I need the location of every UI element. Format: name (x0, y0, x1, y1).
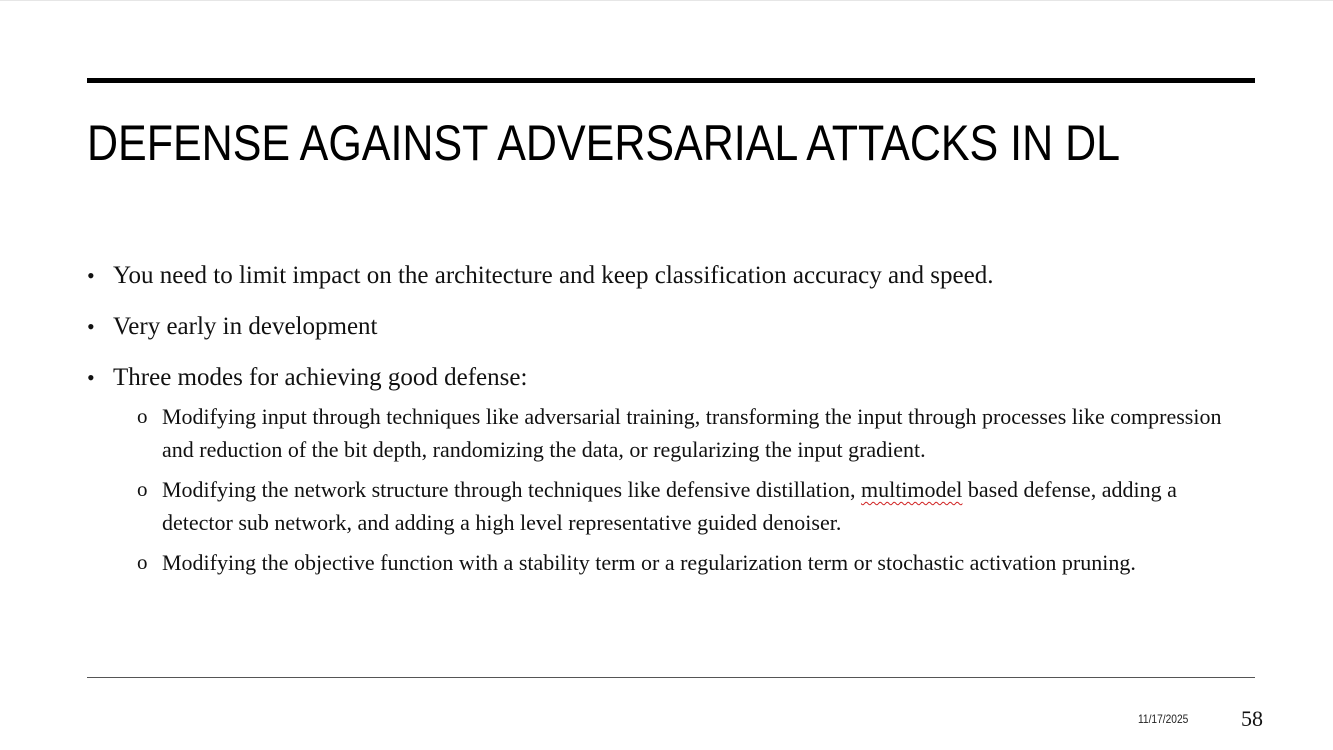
sub-bullet-item (113, 400, 1247, 466)
sub-bullet-marker: o (137, 404, 148, 428)
bullet-text: You need to limit impact on the architecture and keep classification accuracy and speed. (113, 262, 994, 289)
sub-bullet-text-end: based defense, adding a detector sub network, and adding a high level representative guided denoiser. (162, 477, 1177, 535)
sub-bullet-item (113, 546, 1247, 579)
sub-bullet-text-start: Modifying the network structure through techniques like defensive distillation, (162, 477, 861, 502)
bullet-text: Three modes for achieving good defense: (113, 364, 528, 391)
bullet-text: Very early in development (113, 313, 378, 340)
title-top-rule (87, 78, 1255, 83)
footer-rule (87, 677, 1255, 678)
footer-date: 11/17/2025 (1138, 712, 1189, 726)
slide-top-edge (0, 0, 1333, 1)
bullet-list (87, 258, 1247, 579)
bullet-item (87, 360, 1247, 579)
bullet-marker: • (87, 365, 95, 390)
sub-bullet-marker: o (137, 477, 148, 501)
sub-bullet-text: Modifying input through techniques like adversarial training, transforming the input through processes like compression and reduction of the bit depth, randomizing the data, or regularizing the input gradient. (162, 404, 1222, 462)
page-number: 58 (1241, 706, 1263, 731)
slide-body (87, 258, 1247, 594)
sub-bullet-item (113, 473, 1247, 539)
bullet-item (87, 258, 1247, 294)
spellcheck-flagged-word[interactable]: multimodel (860, 477, 963, 502)
sub-bullet-marker: o (137, 550, 148, 574)
slide-title: DEFENSE AGAINST ADVERSARIAL ATTACKS IN DL (87, 115, 1121, 171)
bullet-marker: • (87, 314, 95, 339)
sub-bullet-text: Modifying the objective function with a stability term or a regularization term or stochastic activation pruning. (162, 550, 1136, 575)
bullet-item (87, 309, 1247, 345)
sub-bullet-list (113, 400, 1247, 579)
bullet-marker: • (87, 263, 95, 288)
